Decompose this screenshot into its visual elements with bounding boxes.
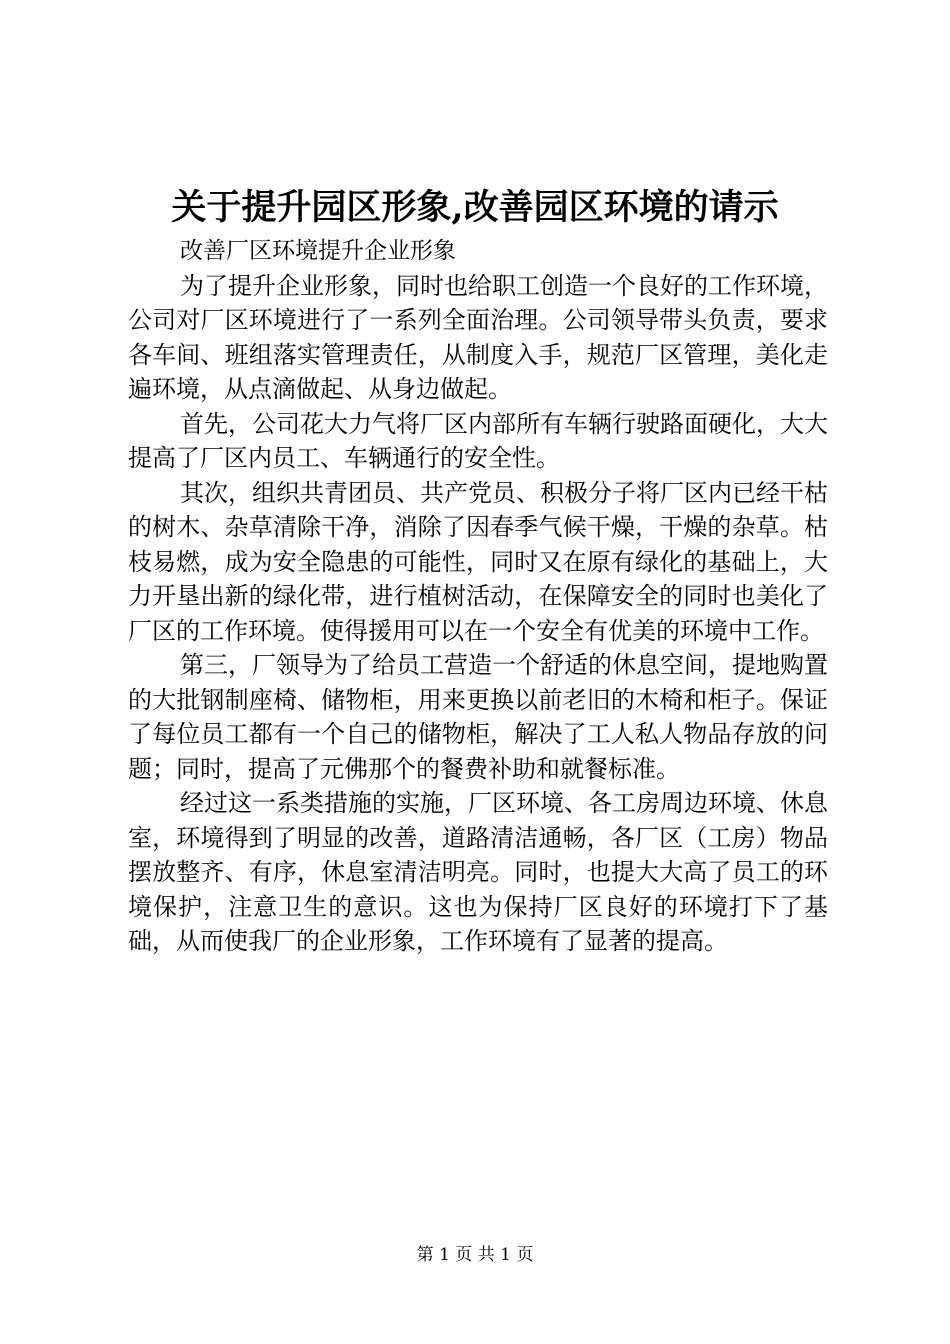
paragraph-subtitle: 改善厂区环境提升企业形象 [180, 238, 456, 264]
page-footer: 第 1 页 共 1 页 [416, 1245, 534, 1265]
paragraph-intro: 为了提升企业形象，同时也给职工创造一个良好的工作环境，公司对厂区环境进行了一系列全面治理。公司领导带头负责，要求各车间、班组落实管理责任，从制度入手，规范厂区管理，美化走遍环境，从点滴做起、从身边做起。 [128, 271, 828, 403]
paragraph-first: 首先，公司花大力气将厂区内部所有车辆行驶路面硬化，大大提高了厂区内员工、车辆通行的安全性。 [128, 409, 828, 472]
document-body [128, 234, 828, 959]
document-title: 关于提升园区形象,改善园区环境的请示 [171, 187, 779, 228]
paragraph-second: 其次，组织共青团员、共产党员、积极分子将厂区内已经干枯的树木、杂草清除干净，消除了因春季气候干燥，干燥的杂草。枯枝易燃，成为安全隐患的可能性，同时又在原有绿化的基础上，大力开垦出新的绿化带，进行植树活动，在保障安全的同时也美化了厂区的工作环境。使得援用可以在一个安全有优美的环境中工作。 [128, 478, 828, 645]
paragraph-third: 第三，厂领导为了给员工营造一个舒适的休息空间，提地购置的大批钢制座椅、储物柜，用来更换以前老旧的木椅和柜子。保证了每位员工都有一个自己的储物柜，解决了工人私人物品存放的问题；同时，提高了元佛那个的餐费补助和就餐标准。 [128, 651, 828, 783]
paragraph-conclusion: 经过这一系类措施的实施，厂区环境、各工房周边环境、休息室，环境得到了明显的改善，道路清洁通畅，各厂区（工房）物品摆放整齐、有序，休息室清洁明亮。同时，也提大大高了员工的环境保护，注意卫生的意识。这也为保持厂区良好的环境打下了基础，从而使我厂的企业形象，工作环境有了显著的提高。 [128, 789, 828, 955]
